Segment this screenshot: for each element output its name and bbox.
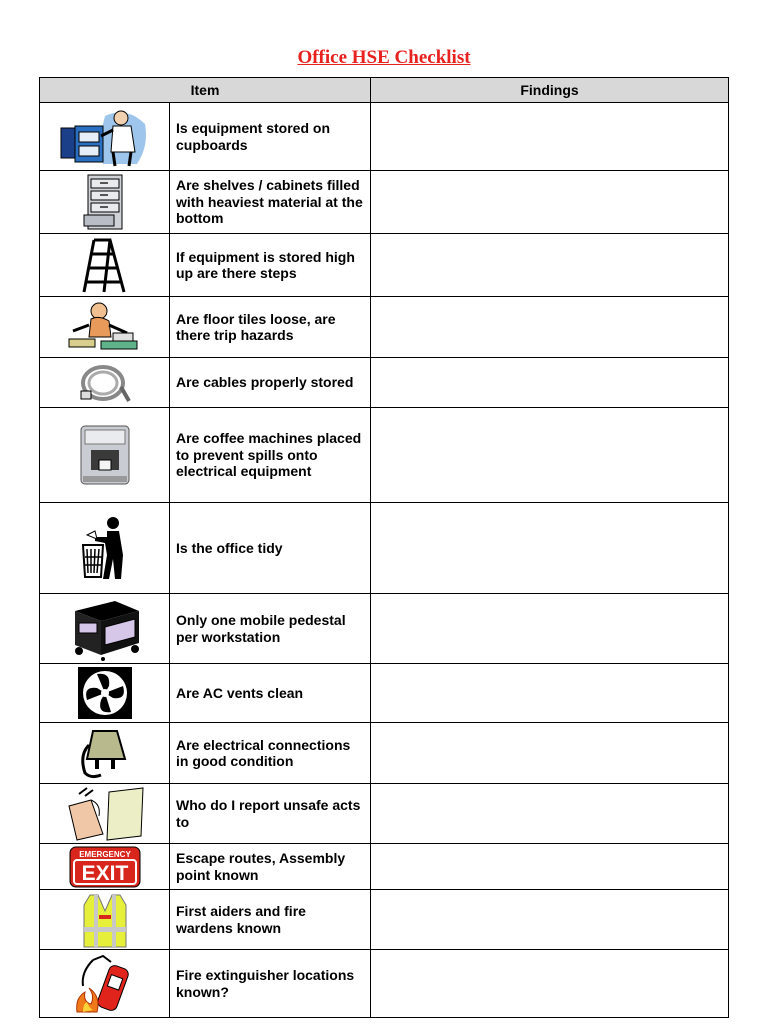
checklist-item: Is equipment stored on cupboards [170, 103, 371, 171]
column-header-findings: Findings [371, 78, 729, 103]
findings-cell[interactable] [371, 503, 729, 594]
exit-sign-main-text: EXIT [81, 861, 128, 885]
table-row [40, 950, 729, 1018]
safety-vest-icon [40, 890, 170, 950]
report-paper-icon [40, 784, 170, 844]
findings-cell[interactable] [371, 594, 729, 664]
hse-checklist-table [39, 77, 729, 1018]
ac-vent-fan-icon [40, 664, 170, 723]
findings-cell[interactable] [371, 103, 729, 171]
checklist-item: Are coffee machines placed to prevent spills onto electrical equipment [170, 408, 371, 503]
findings-cell[interactable] [371, 784, 729, 844]
table-row [40, 723, 729, 784]
table-row [40, 784, 729, 844]
table-row [40, 664, 729, 723]
page-title [0, 47, 768, 69]
table-row [40, 103, 729, 171]
electrical-plug-icon [40, 723, 170, 784]
table-row [40, 594, 729, 664]
step-ladder-icon [40, 234, 170, 297]
findings-cell[interactable] [371, 950, 729, 1018]
findings-cell[interactable] [371, 234, 729, 297]
findings-cell[interactable] [371, 664, 729, 723]
findings-cell[interactable] [371, 358, 729, 408]
column-header-item: Item [40, 78, 371, 103]
fire-extinguisher-icon [40, 950, 170, 1018]
table-row [40, 408, 729, 503]
table-row [40, 844, 729, 890]
page-title-text: Office HSE Checklist [297, 47, 471, 68]
checklist-item: If equipment is stored high up are there steps [170, 234, 371, 297]
exit-sign-top-text: EMERGENCY [78, 849, 131, 859]
person-tripping-icon [40, 297, 170, 358]
office-worker-at-cabinet-icon [40, 103, 170, 171]
table-row [40, 890, 729, 950]
table-row [40, 171, 729, 234]
checklist-item: First aiders and fire wardens known [170, 890, 371, 950]
checklist-item: Is the office tidy [170, 503, 371, 594]
coffee-machine-icon [40, 408, 170, 503]
tidy-man-bin-icon [40, 503, 170, 594]
findings-cell[interactable] [371, 723, 729, 784]
table-row [40, 358, 729, 408]
table-header-row [40, 78, 729, 103]
checklist-item: Are shelves / cabinets filled with heaviest material at the bottom [170, 171, 371, 234]
table-row [40, 503, 729, 594]
findings-cell[interactable] [371, 297, 729, 358]
table-row [40, 297, 729, 358]
emergency-exit-sign-icon [40, 844, 170, 890]
checklist-item: Are AC vents clean [170, 664, 371, 723]
findings-cell[interactable] [371, 890, 729, 950]
findings-cell[interactable] [371, 844, 729, 890]
checklist-item: Only one mobile pedestal per workstation [170, 594, 371, 664]
checklist-item: Fire extinguisher locations known? [170, 950, 371, 1018]
findings-cell[interactable] [371, 408, 729, 503]
coiled-cable-icon [40, 358, 170, 408]
filing-cabinet-icon [40, 171, 170, 234]
checklist-item: Are electrical connections in good condition [170, 723, 371, 784]
checklist-item: Escape routes, Assembly point known [170, 844, 371, 890]
table-row [40, 234, 729, 297]
findings-cell[interactable] [371, 171, 729, 234]
checklist-item: Who do I report unsafe acts to [170, 784, 371, 844]
mobile-pedestal-icon [40, 594, 170, 664]
checklist-item: Are cables properly stored [170, 358, 371, 408]
checklist-item: Are floor tiles loose, are there trip hazards [170, 297, 371, 358]
